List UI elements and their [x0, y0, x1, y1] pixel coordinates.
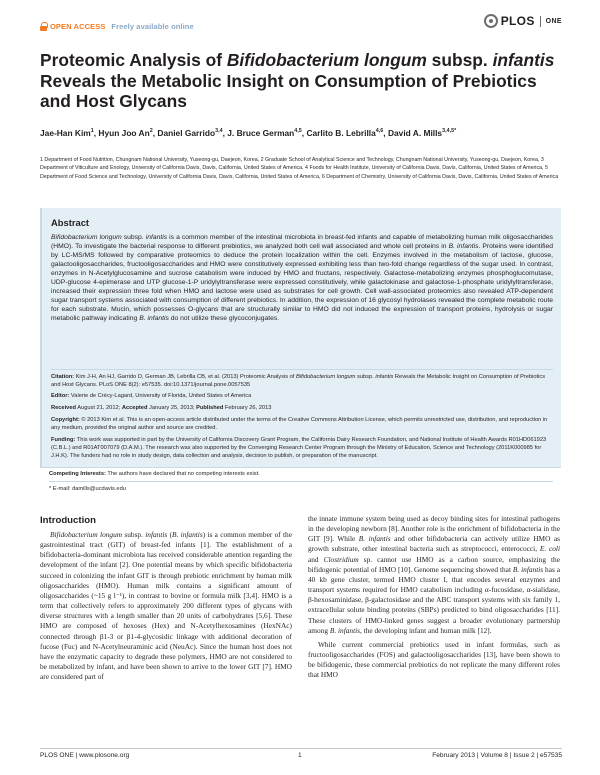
author-name: Jae-Han Kim — [40, 127, 91, 138]
page-number: 1 — [298, 752, 302, 759]
dates — [51, 404, 553, 412]
body-text: and other bifidobacteria can actively utilize HMO as growth substrate, other intestinal bacteria such as streptococci, enterococci, — [308, 534, 560, 554]
accepted-label: Accepted — [121, 405, 148, 411]
paragraph — [308, 514, 560, 636]
body-text: subsp. — [122, 530, 146, 539]
editor-label: Editor: — [51, 393, 70, 399]
abstract-text: is a common member of the intestinal microbiota in breast-fed infants and capable of metabolizing human milk oligosaccharides (HMO). To investigate the bacterial response to different prebiotics, we analyzed both cell wall associated and whole cell proteins in — [51, 234, 553, 251]
author-affiliation-marker: 2 — [149, 128, 153, 134]
freely-available-label: Freely available online — [111, 22, 194, 31]
body-text: ( — [167, 530, 173, 539]
email — [49, 485, 553, 493]
email-address[interactable]: damills@ucdavis.edu — [70, 486, 126, 492]
copyright-text: © 2013 Kim et al. This is an open-access article distributed under the terms of the Creative Commons Attribution License, which permits unrestricted use, distribution, and reproduction in any medium, provided the original author and source are credited. — [51, 417, 548, 432]
author-name: Daniel Garrido — [157, 127, 216, 138]
plos-logo-text: PLOS — [500, 14, 535, 28]
citation-label: Citation: — [51, 374, 75, 380]
body-text: the innate immune system being used as decoy binding sites for intestinal pathogens in the developing newborn [8]. Another role is the enrichment of bifidobacteria in the GIT [9]. While — [308, 514, 560, 544]
article-title — [40, 50, 556, 112]
divider — [51, 369, 553, 370]
author-name: J. Bruce German — [227, 127, 295, 138]
abstract-species-short: B. infantis — [448, 243, 479, 251]
introduction-heading: Introduction — [40, 515, 96, 526]
abstract-heading: Abstract — [51, 217, 90, 228]
divider — [49, 481, 553, 482]
published-label: Published — [196, 405, 224, 411]
funding-text: This work was supported in part by the University of California Discovery Grant Program, the California Dairy Research Foundation, and National Institute of Health Awards R01HD061923 (C.B.L.) and R01AT007079 (D.A.M.). The research was also supported by the Converging Research Center Program through the Ministry of Education, Science and Technology (2011K000985 for J.H.K). The funders had no role in study design, data collection and analysis, decision to publish, or preparation of the manuscript. — [51, 437, 547, 460]
species-name: Bifidobacterium longum — [50, 530, 123, 539]
footer-journal[interactable]: PLOS ONE | www.plosone.org — [40, 752, 130, 759]
species-name: E. coli — [539, 544, 561, 554]
author — [40, 128, 94, 138]
author-affiliation-marker: 4,5 — [294, 128, 302, 134]
abstract-text: . Proteins were identified by LC-MS/MS followed by comparative proteomics to deduce the protein localization within the cell. Enzymes involved in the metabolism of lactose, glucose, galactooligosaccharides, fructooligosaccharides and HMO were constitutively expressed exhibiting less than two-fold change regardless of the sugar used. In contrast, enzymes in N-Acetylglucosamine and sucrose catabolism were induced by HMO and fructans, respectively. Galactose-metabolizing enzymes phosphoglucomutase, UDP-glucose 4-epimerase and UTP glucose-1-P uridylyltransferase were expressed constitutively, while galactokinase and galactose-1-phosphate uridylyltransferase, increased their expression three fold when HMO and lactose were used as substrates for cell growth. Cell wall-associated proteomics also revealed ATP-dependent sugar transport systems associated with consumption of different prebiotics. In addition, the expression of 16 glycosyl hydrolases revealed the complete metabolic route for each substrate. Mucin, which possesses O-glycans that are structurally similar to HMO did not induced the expression of transport proteins, hydrolysis or sugar metabolic pathway indicating — [51, 243, 554, 323]
body-text: ) is a common member of the gastrointestinal tract (GIT) of breast-fed infants [1]. The establishment of a bifidobacteria-dominant microbiota has received considerable attention regarding the development of the infant [2]. One potential means by which specific bifidobacteria succeed in colonizing the infant GIT is through prebiotic enrichment by human milk oligosaccharides (HMO). Human milk contains a significant amount of oligosaccharides (~15 g l⁻¹), in contrast to bovine or formula milk [3,4]. HMO is a term that collectively refers to approximately 200 different types of glycans with diverse structures with a length smaller than 20 units of carbohydrates [5,6]. These HMO are composed of hexoses (Hex) and N-Acetylhexosamines (HexNAc) connected through β1-3 or β1-4-glycosidic linkage with additional decoration of fucose (Fuc) and N-Acetylneuraminic acid (NeuAc). Since the human host does not have the enzymatic capacity to degrade these polymers, HMO are not considered to be metabolized by infant, and have been shown to arrive to the lower GIT [7]. HMO are considered part of — [40, 530, 292, 682]
title-text-2: subsp. — [426, 50, 493, 70]
affiliations: 1 Department of Food Nutrition, Chungnam National University, Yuseong-gu, Daejeon, Korea, 2 Graduate School of Analytical Science and Technology, Chungnam National University, Yuseong-gu, Daejeon, Korea, 3 Department of Viticulture and Enology, University of California Davis, Davis, California, United States of America, 4 Foods for Health Institute, University of California Davis, Davis, California, United States of America, 5 Department of Food Science and Technology, University of California Davis, Davis, California, United States of America, 6 Department of Chemistry, University of California Davis, Davis, California, United States of America — [40, 157, 559, 180]
author — [388, 128, 456, 138]
species-short-name: B. infantis — [512, 564, 544, 574]
body-text: , the developing infant and human milk [12]. — [360, 625, 492, 635]
body-text: has a 40 kb gene cluster, termed HMO cluster I, that encodes several enzymes and transport systems required for HMO catabolism including α-fucosidase, α-sialidase, β-hexosaminidase, β-galactosidase and the ABC transport systems with six family 1, extracellular solute binding proteins (SBPs) predicted to bind oligosaccharides [11]. These clusters of HMO-linked genes suggest a broader evolutionary partnership among — [308, 564, 560, 635]
author-list: Jae-Han Kim$^1$, Hyun Joo An$^2$, Daniel Garrido$^{3,4}$, J. Bruce German$^{4,5}$, Carlito B. Lebrilla$^{4,6}$, David A. Mills$^{3,4,5*}$ — [40, 127, 457, 138]
subspecies-name: infantis — [145, 530, 168, 539]
species-short-name: B. infantis — [329, 625, 361, 635]
abstract-text: do not utilize these glycoconjugates. — [168, 315, 280, 323]
author-affiliation-marker: 4,6 — [375, 128, 384, 134]
received-label: Received — [51, 405, 76, 411]
editor — [51, 392, 553, 400]
citation-text: Kim J-H, An HJ, Garrido D, German JB, Lebrilla CB, et al. (2013) Proteomic Analysis of — [74, 374, 296, 380]
genus-name: Clostridium — [323, 554, 359, 564]
competing-label: Competing Interests: — [49, 471, 106, 477]
title-species: Bifidobacterium longum — [226, 50, 427, 70]
open-access-label: OPEN ACCESS — [50, 22, 106, 31]
abstract-body — [51, 233, 553, 323]
open-access-badge — [40, 22, 194, 31]
email-label: * E-mail: — [49, 486, 71, 492]
author-affiliation-marker: 3,4,5* — [442, 128, 457, 134]
title-text-3: Reveals the Metabolic Insight on Consumption of Prebiotics and Host Glycans — [40, 70, 537, 111]
plos-circle-icon — [484, 14, 498, 28]
paragraph — [40, 530, 292, 682]
plos-journal-name: ONE — [545, 17, 562, 25]
funding-label: Funding: — [51, 437, 76, 443]
citation-subspecies: infantis — [375, 374, 394, 380]
abstract-text: subsp. — [121, 234, 146, 241]
paragraph: While current commercial prebiotics used in infant formulas, such as fructooligosaccharides (FOS) and galactooligosaccharides [13], have been shown to be bifidogenic, these commercial prebiotics do not replicate the many different roles that HMO — [308, 639, 560, 680]
received-date: August 21, 2012; — [75, 405, 122, 411]
editor-text: Valerie de Crécy-Lagard, University of Florida, United States of America — [69, 393, 252, 399]
citation-text: subsp. — [355, 374, 376, 380]
body-column-left — [40, 530, 292, 682]
abstract-subspecies: infantis — [145, 234, 168, 241]
competing-interests — [49, 470, 553, 478]
citation — [51, 373, 553, 389]
author-affiliation-marker: 3,4 — [215, 128, 223, 134]
author-affiliation-marker: 1 — [90, 128, 94, 134]
title-subspecies: infantis — [492, 50, 555, 70]
copyright — [51, 416, 553, 432]
journal-header — [40, 10, 562, 38]
footer-divider — [40, 748, 562, 749]
published-date: February 26, 2013 — [223, 405, 272, 411]
footer-issue: February 2013 | Volume 8 | Issue 2 | e57535 — [432, 752, 562, 759]
species-short-name: B. infantis — [358, 534, 391, 544]
author — [98, 128, 152, 138]
abstract-species-short: B. infantis — [139, 315, 169, 323]
title-text-1: Proteomic Analysis of — [40, 50, 227, 70]
author-name: David A. Mills — [387, 127, 443, 138]
body-text: sp. cannot use HMO as a carbon source, emphasizing the bifidogenic potential of HMO [10]. Genome sequencing showed that — [308, 554, 560, 574]
logo-divider — [540, 16, 541, 27]
citation-text: Reveals the Metabolic Insight on Consumption of Prebiotics and Host Glycans. PLoS ONE 8(2): e57535. doi:10.1371/journal.pone.0057535 — [51, 374, 546, 389]
abstract-panel — [40, 208, 561, 468]
body-text: and — [308, 554, 324, 564]
author — [306, 128, 383, 138]
body-column-right — [308, 514, 560, 681]
copyright-label: Copyright: — [51, 417, 80, 423]
accepted-date: January 25, 2013; — [147, 405, 197, 411]
page-footer — [40, 752, 562, 762]
competing-text: The authors have declared that no competing interests exist. — [105, 471, 260, 477]
plos-one-logo — [484, 14, 562, 28]
funding — [51, 436, 553, 460]
abstract-species: Bifidobacterium longum — [51, 234, 122, 241]
author — [227, 128, 302, 138]
species-short-name: B. infantis — [172, 530, 203, 539]
citation-species: Bifidobacterium longum — [295, 374, 356, 380]
author-name: Hyun Joo An — [98, 127, 150, 138]
open-lock-icon — [40, 22, 47, 31]
author-name: Carlito B. Lebrilla — [306, 127, 376, 138]
author — [157, 128, 222, 138]
